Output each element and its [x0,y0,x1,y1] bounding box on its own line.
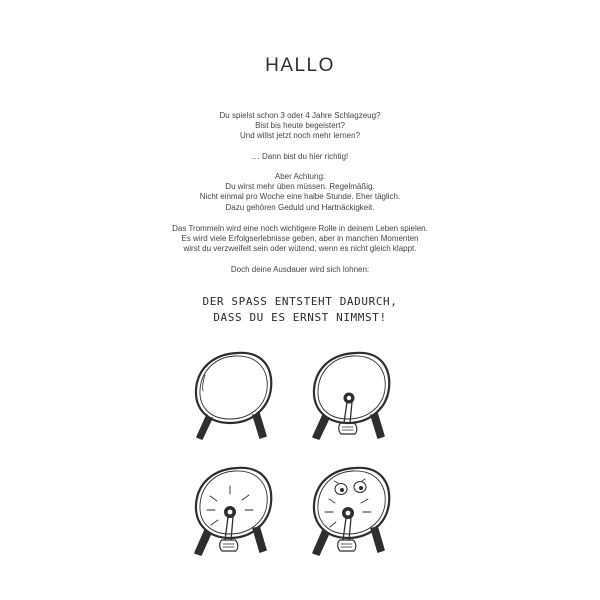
right-place-line: … Dann bist du hier richtig! [251,152,349,161]
slogan-line: DASS DU ES ERNST NIMMST! [213,311,387,324]
drum-with-stick-icon [305,345,415,445]
intro-line: Und willst jetzt noch mehr lernen? [239,131,361,141]
attention-line: Dazu gehören Geduld und Hartnäckigkeit. [225,202,375,212]
page-title: HALLO [265,55,335,76]
slogan-line: DER SPASS ENTSTEHT DADURCH, [202,295,398,308]
drum-stick-hit-icon [185,458,295,563]
attention-line: Nicht einmal pro Woche eine halbe Stunde. Eher täglich. [199,192,401,202]
drum-surprised-face-icon [305,458,415,563]
attention-line: Du wirst mehr üben müssen. Regelmäßig. [225,182,375,192]
perseverance-paragraph [0,265,600,275]
drumming-line: Das Trommeln wird eine noch wichtigere Rolle in deinem Leben spielen. [172,224,428,233]
drumming-line: wirst du verzweifelt sein oder wütend, wenn es nicht gleich klappt. [183,244,417,254]
right-place-paragraph [0,152,600,162]
drum-plain-icon [185,345,295,445]
attention-line: Aber Achtung: [274,172,326,181]
drumming-paragraph [0,224,600,255]
slogan [0,294,600,326]
intro-line: Bist bis heute begeistert? [255,121,345,131]
drumming-line: Es wird viele Erfolgserlebnisse geben, aber in manchen Momenten [181,234,419,244]
intro-line: Du spielst schon 3 oder 4 Jahre Schlagzeug? [219,111,381,120]
attention-paragraph [0,172,600,213]
perseverance-line: Doch deine Ausdauer wird sich lohnen: [230,265,370,274]
intro-paragraph [0,111,600,142]
